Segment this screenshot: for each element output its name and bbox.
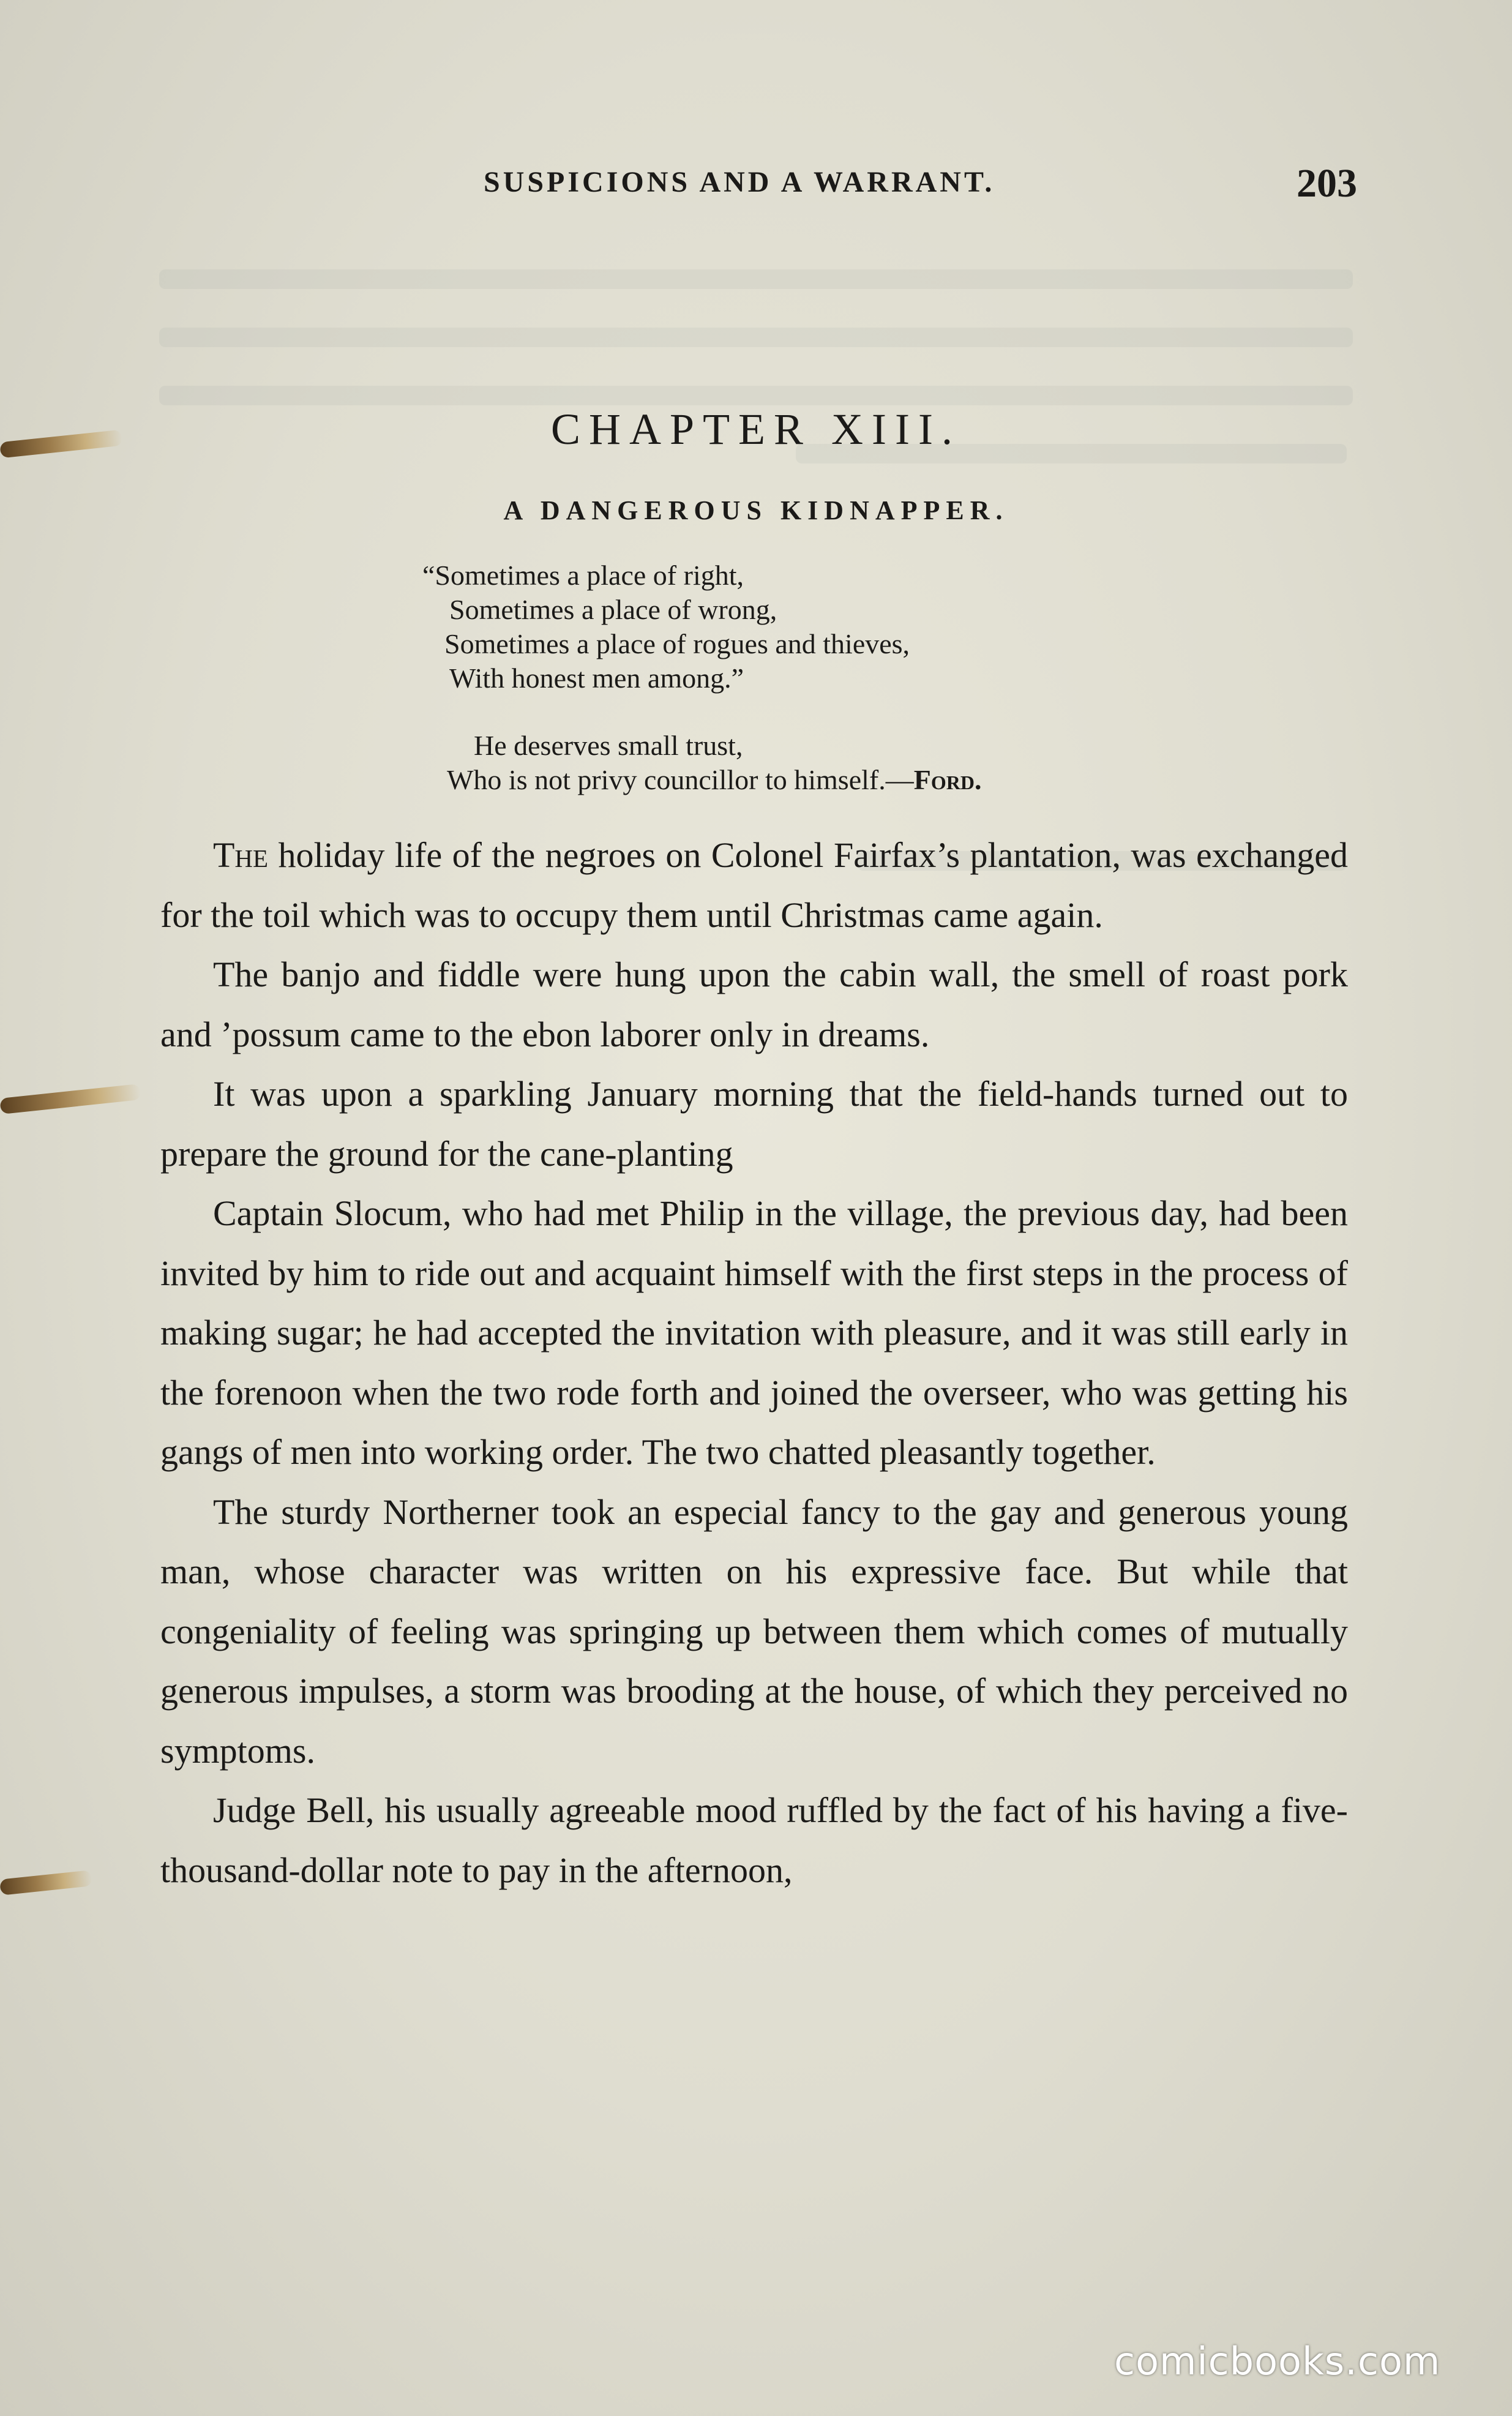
show-through-line bbox=[159, 328, 1353, 347]
epigraph-line-text: Who is not privy councillor to himself.— bbox=[447, 764, 914, 795]
epigraph-verse bbox=[422, 558, 910, 696]
epigraph-quote bbox=[447, 729, 981, 797]
paragraph: Captain Slocum, who had met Philip in the village, the previous day, had been invited by him to ride out and acquaint himself with the first steps in the process of making sugar; he had accepted the invitation with pleasure, and it was still early in the forenoon when the two rode forth and joined the overseer, who was getting his gangs of men into working order. The two chatted pleasantly together. bbox=[160, 1193, 1348, 1472]
paragraph-lead: The bbox=[213, 835, 269, 875]
epigraph-line: Sometimes a place of wrong, bbox=[449, 594, 777, 625]
binding-thread bbox=[0, 1870, 92, 1896]
epigraph-line: Sometimes a place of rogues and thieves, bbox=[444, 628, 910, 659]
show-through-line bbox=[159, 386, 1353, 405]
running-head bbox=[0, 160, 1512, 209]
binding-thread bbox=[0, 1084, 141, 1114]
epigraph-line: “Sometimes a place of right, bbox=[422, 560, 744, 591]
epigraph-attribution: Ford. bbox=[913, 764, 982, 795]
paragraph bbox=[160, 825, 1348, 945]
running-title: SUSPICIONS AND A WARRANT. bbox=[484, 166, 995, 198]
paragraph: The banjo and fiddle were hung upon the cabin wall, the smell of roast pork and ’possum came to the ebon laborer only in dreams. bbox=[160, 955, 1348, 1054]
epigraph-line: With honest men among.” bbox=[449, 662, 744, 694]
paragraph: The sturdy Northerner took an especial fancy to the gay and generous young man, whose character was written on his expressive face. But while that congeniality of feeling was springing up between them which comes of mutually generous impulses, a storm was brooding at the house, of which they perceived no symptoms. bbox=[160, 1491, 1348, 1771]
watermark: comicbooks.com bbox=[1114, 2339, 1441, 2384]
epigraph-line bbox=[447, 763, 981, 797]
chapter-title: A DANGEROUS KIDNAPPER. bbox=[503, 495, 1009, 525]
body-text bbox=[160, 825, 1348, 1900]
paragraph: Judge Bell, his usually agreeable mood ruffled by the fact of his having a five-thousand-dollar note to pay in the afternoon, bbox=[160, 1790, 1348, 1890]
show-through-line bbox=[159, 269, 1353, 289]
paragraph-text: holiday life of the negroes on Colonel Fairfax’s plantation, was exchanged for the toil which was to occupy them until Christmas came again. bbox=[160, 835, 1348, 935]
epigraph-line: He deserves small trust, bbox=[474, 730, 743, 761]
chapter-number: CHAPTER XIII. bbox=[551, 405, 961, 454]
page-number: 203 bbox=[1297, 161, 1357, 206]
paragraph: It was upon a sparkling January morning that the field-hands turned out to prepare the ground for the cane-planting bbox=[160, 1074, 1348, 1174]
